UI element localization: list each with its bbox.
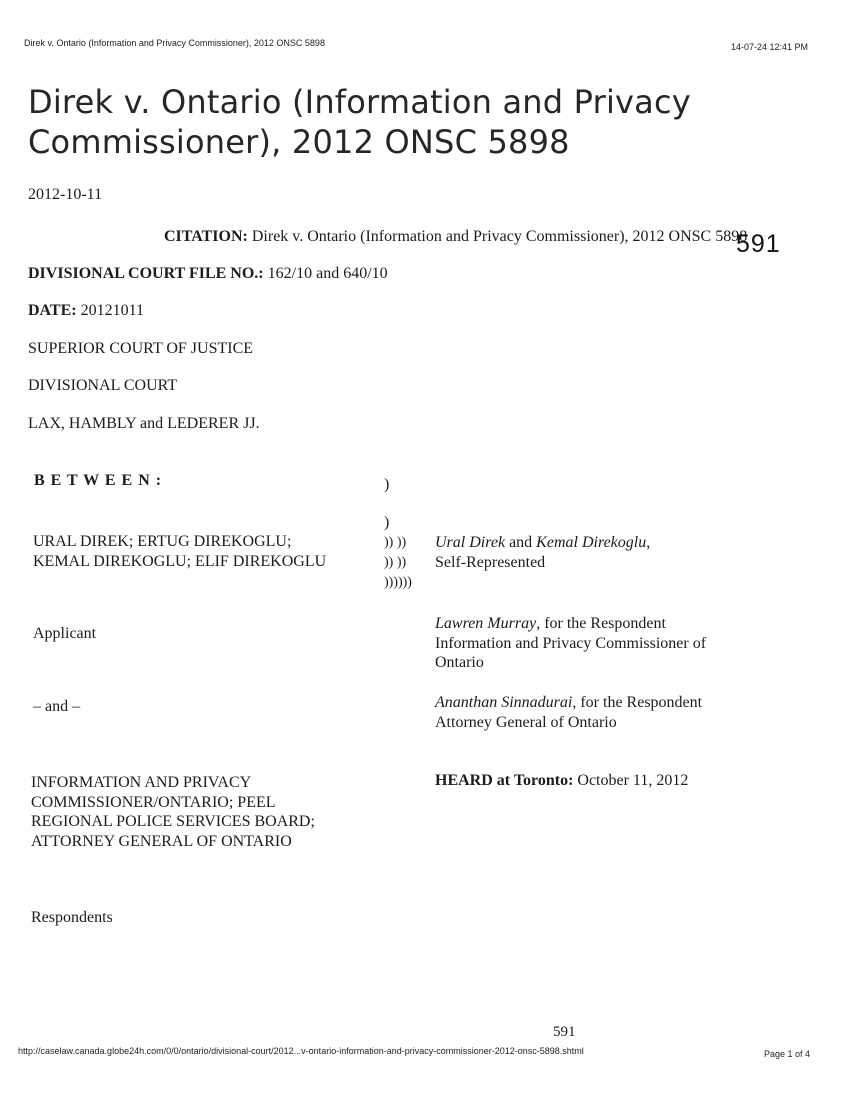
counsel-ipc-role: , for the Respondent <box>536 615 666 632</box>
respondent-role: Respondents <box>31 909 113 926</box>
paren-3: )) )) <box>384 535 407 550</box>
citation-label: CITATION: <box>164 228 248 245</box>
counsel-ipc-line3: Ontario <box>435 654 484 671</box>
page-title-line1: Direk v. Ontario (Information and Privacy <box>28 83 691 121</box>
respondents-line3: REGIONAL POLICE SERVICES BOARD; <box>31 813 315 830</box>
page-title <box>28 82 808 162</box>
date-label: DATE: <box>28 302 77 319</box>
file-number-text: 162/10 and 640/10 <box>267 265 388 282</box>
applicants-names <box>33 532 326 571</box>
counsel-ipc-line2: Information and Privacy Commissioner of <box>435 634 707 652</box>
respondents-line1: INFORMATION AND PRIVACY <box>31 774 252 791</box>
footer-url-link[interactable]: http://caselaw.canada.globe24h.com/0/0/ontario/divisional-court/2012...v-ontario-information-and-privacy-commissioner-2012-onsc-5898.shtml <box>18 1046 584 1056</box>
paren-2: ) <box>384 514 390 531</box>
counsel-name-sinnadurai: Ananthan Sinnadurai <box>435 694 573 711</box>
counsel-applicants-line1 <box>435 533 650 553</box>
heard-date: October 11, 2012 <box>573 772 689 789</box>
counsel-comma: , <box>646 534 651 551</box>
citation-text: Direk v. Ontario (Information and Privacy Commissioner), 2012 ONSC 5898 <box>251 228 748 245</box>
counsel-ag <box>435 693 702 732</box>
page-stamp-number: 591 <box>736 230 781 258</box>
date-text: 20121011 <box>80 302 144 319</box>
applicants-line2: KEMAL DIREKOGLU; ELIF DIREKOGLU <box>33 552 327 570</box>
counsel-ag-line1 <box>435 693 702 713</box>
counsel-ag-role: , for the Respondent <box>572 694 703 711</box>
respondents-line4: ATTORNEY GENERAL OF ONTARIO <box>31 832 292 850</box>
respondents-line2: COMMISSIONER/ONTARIO; PEEL <box>31 793 276 811</box>
court-name: SUPERIOR COURT OF JUSTICE <box>28 340 254 357</box>
judges: LAX, HAMBLY and LEDERER JJ. <box>28 415 260 432</box>
footer-url[interactable] <box>18 1046 584 1056</box>
citation-line <box>164 228 747 246</box>
applicants-line1: URAL DIREK; ERTUG DIREKOGLU; <box>33 533 292 550</box>
counsel-name-ural: Ural Direk <box>435 534 506 551</box>
counsel-and: and <box>505 534 537 551</box>
file-number-label: DIVISIONAL COURT FILE NO.: <box>28 265 264 282</box>
footer-page-of: Page 1 of 4 <box>764 1049 811 1059</box>
footer-page-number: 591 <box>553 1024 576 1040</box>
print-header-timestamp: 14-07-24 12:41 PM <box>731 42 809 52</box>
counsel-name-kemal: Kemal Direkoglu <box>536 534 647 551</box>
heard-line <box>435 772 688 790</box>
paren-5: )))))) <box>384 575 412 590</box>
paren-4: )) )) <box>384 555 407 570</box>
court-division: DIVISIONAL COURT <box>28 377 178 394</box>
between-label: B E T W E E N : <box>34 472 163 489</box>
counsel-applicants-line2: Self-Represented <box>435 553 546 571</box>
counsel-ipc <box>435 614 706 673</box>
applicant-role: Applicant <box>33 625 97 642</box>
print-header-title: Direk v. Ontario (Information and Privacy Commissioner), 2012 ONSC 5898 <box>24 38 325 48</box>
counsel-applicants <box>435 533 650 572</box>
counsel-ipc-line1 <box>435 614 706 634</box>
page-title-line2: Commissioner), 2012 ONSC 5898 <box>28 123 570 161</box>
respondents-names <box>31 773 315 851</box>
counsel-name-murray: Lawren Murray <box>435 615 537 632</box>
counsel-ag-line2: Attorney General of Ontario <box>435 713 617 731</box>
file-number-line <box>28 265 388 283</box>
heard-label: HEARD at Toronto: <box>435 772 574 789</box>
decision-date: 2012-10-11 <box>28 186 103 203</box>
date-line <box>28 302 144 320</box>
paren-1: ) <box>384 476 390 493</box>
and-separator: – and – <box>33 698 81 715</box>
